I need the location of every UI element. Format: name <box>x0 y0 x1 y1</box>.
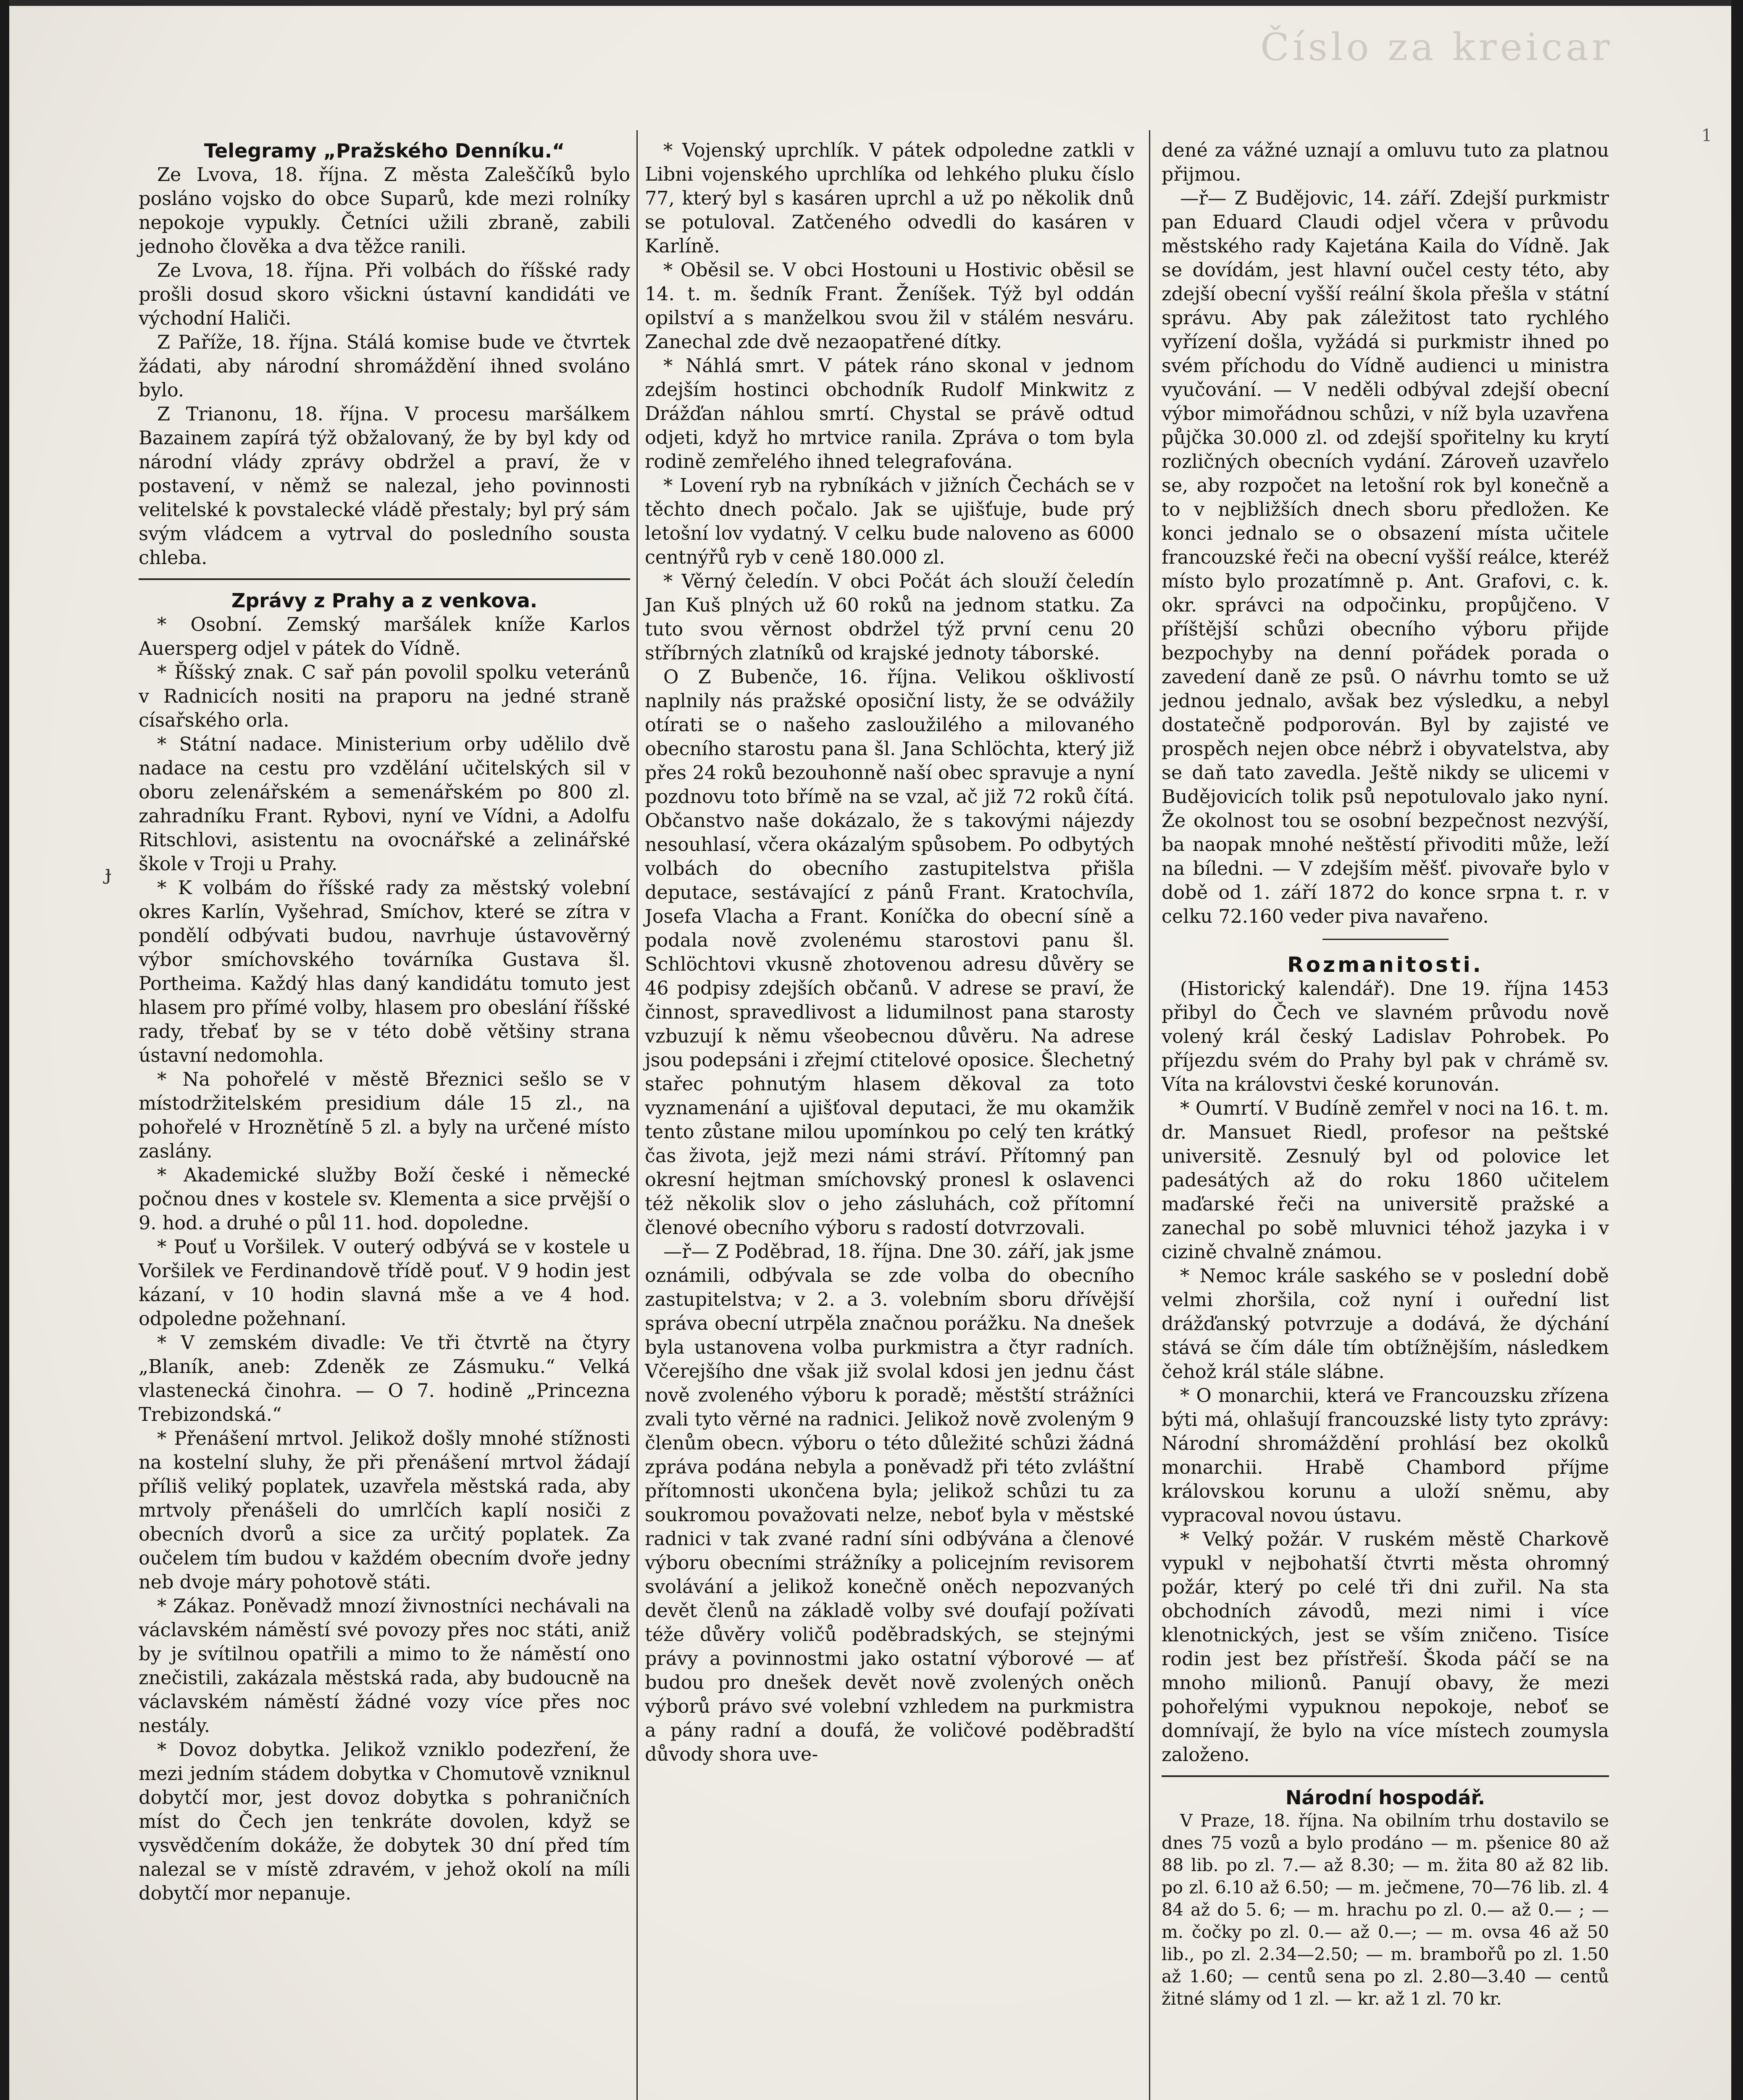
news-bubenc: O Z Bubenče, 16. října. Velikou ošklivostí naplnily nás pražské oposiční listy, že se odvážily otírati se o našeho zasloužilého a milovaného obecního starostu pana šl. Jana Schlöchta, který již přes 24 roků bezouhonně naší obec spravuje a nyní pozdnovu toto břímě na se vzal, ač již 72 roků čítá. Občanstvo naše dokázalo, že s takovými nájezdy nesouhlasí, včera okázalým spůsobem. Po odbytých volbách do obecního zastupitelstva přišla deputace, sestávající z pánů Frant. Kratochvíla, Josefa Vlacha a Frant. Koníčka do obecní síně a podala nově zvolenému starostovi panu šl. Schlöchtovi vkusně zhotovenou adresu důvěry se 46 podpisy zdejších občanů. V adrese se praví, že činnost, spravedlivost a lidumilnost pana starosty vzbuzují k němu všeobecnou důvěru. Na adrese jsou podepsáni i zřejmí ctitelové oposice. Šlechetný stařec pohnutým hlasem děkoval za toto vyznamenání a ujišťoval deputaci, že mu okamžik tento zůstane milou upomínkou po celý ten krátký čas života, jejž mezi námi stráví. Přítomný pan okresní hejtman smíchovský pronesl k oslavenci též několik slov o jeho zásluhách, což přítomní členové obecního výboru s radostí dotvrzovali. <box>645 667 1134 1239</box>
news-nahla-smrt: * Náhlá smrt. V pátek ráno skonal v jednom zdejším hostinci obchodník Rudolf Minkwitz z Drážďan náhlou smrtí. Chystal se právě odtud odjeti, když ho mrtvice ranila. Zpráva o tom byla rodině zemřelého ihned telegrafována. <box>645 355 1134 472</box>
news-verny-celedin: * Věrný čeledín. V obci Počát ách slouží čeledín Jan Kuš plných už 60 roků na jednom statku. Za tuto svou věrnost obdržel týž první cenu 20 stříbrných zlatníků od krajské jednoty táborské. <box>645 571 1134 664</box>
section-divider <box>139 578 630 580</box>
section-divider-2 <box>1162 1775 1609 1777</box>
news-nemoc-krale: * Nemoc krále saského se v poslední době velmi zhoršila, což nyní i ouřední list drážďanský potvrzuje a dodává, že dýchání stává se čím dále tím obtížnějším, následkem čehož král stále slábne. <box>1162 1265 1609 1383</box>
news-oumrti: * Oumrtí. V Budíně zemřel v noci na 16. t. m. dr. Mansuet Riedl, profesor na peštské universitě. Zesnulý byl od polovice let padesátých až do roku 1860 učitelem maďarské řeči na universitě pražské a zanechal po sobě mluvnici téhož jazyka i v cizině chvalně známou. <box>1162 1098 1609 1263</box>
telegrams-heading: Telegramy „Pražského Denníku.“ <box>204 139 565 162</box>
news-statni-nadace: * Státní nadace. Ministerium orby udělilo dvě nadace na cestu pro vzdělání učitelských sil v oboru zelenářském a semenářském po 800 zl. zahradníku Frant. Rybovi, nyní ve Vídni, a Adolfu Ritschlovi, asistentu na ovocnářské a zelinářské škole v Troji u Prahy. <box>139 734 630 875</box>
news-pohorele: * Na pohořelé v městě Březnici sešlo se v místodržitelském presidium dále 15 zl., na pohořelé v Hroznětíně 5 zl. a byly na určené místo zaslány. <box>139 1069 630 1162</box>
column-3 <box>1162 139 1609 2010</box>
page-mark: 1 <box>1701 126 1712 145</box>
market-report: V Praze, 18. října. Na obilním trhu dostavilo se dnes 75 vozů a bylo prodáno — m. pšenice 80 až 88 lib. po zl. 7.— až 8.30; — m. žita 80 až 82 lib. po zl. 6.10 až 6.50; — m. ječmene, 70—76 lib. zl. 4 84 až do 5. 6; — m. hrachu po zl. 0.— až 0.— ; — m. čočky po zl. 0.— až 0.—; — m. ovsa 46 až 50 lib., po zl. 2.34—2.50; — m. brambořů po zl. 1.50 až 1.60; — centů sena po zl. 2.80—3.40 — centů žitné slámy od 1 zl. — kr. až 1 zl. 70 kr. <box>1162 1811 1609 2009</box>
column-rule-1 <box>636 130 638 2100</box>
miscellany-heading: Rozmanitosti. <box>1287 953 1483 977</box>
scan-edge-right <box>1731 0 1743 2100</box>
telegram-trianon: Z Trianonu, 18. října. V procesu maršálkem Bazainem zapírá týž obžalovaný, že by byl kdy od národní vlády zprávy obdržel a praví, že v postavení, v němž se nalezal, jeho povinnosti velitelské k povstalecké vládě přestaly; byl prý sám svým vládcem a vytrval do posledního sousta chleba. <box>139 404 630 569</box>
bleed-through-text: Číslo za kreicar <box>1260 25 1613 69</box>
scan-edge-left <box>0 0 9 2100</box>
news-pout: * Pouť u Voršilek. V outerý odbývá se v kostele u Voršilek ve Ferdinandově třídě pouť. V 9 hodin jest kázaní, v 10 hodin slavná mše a ve 4 hod. odpoledne požehnaní. <box>139 1236 630 1330</box>
telegram-lvov-1: Ze Lvova, 18. října. Z města Zaleščíků bylo posláno vojsko do obce Suparů, kde mezi rolníky nepokoje vypukly. Četníci užili zbraně, zabili jednoho člověka a dva těžce ranili. <box>139 164 630 257</box>
news-podebrady: —ř— Z Poděbrad, 18. října. Dne 30. září, jak jsme oznámili, odbývala se zde volba do obecního zastupitelstva; v 2. a 3. volebním sboru dřívější správa obecní utrpěla značnou porážku. Na dnešek byla ustanovena volba purkmistra a čtyr radních. Včerejšího dne však již svolal kdosi jen jednu část nově zvoleného výboru k poradě; městští strážníci zvali tyto věrné na radnici. Jelikož nově zvoleným 9 členům obecn. výboru o této důležité schůzi žádná zpráva podána nebyla a poněvadž při této zvláštní přítomnosti ukončena byla; jelikož schůzi tu za soukromou považovati nelze, neboť byla v městské radnici v tak zvané radní síni odbývána a členové výboru obecními strážníky a policejním revisorem svolávání a jelikož konečně oněch nepozvaných devět členů na základě volby své doufají požívati téže důvěry voličů poděbradských, se stejnými právy a povinnostmi jako ostatní výborové — ať budou pro dnešek devět nově zvolených oněch výborů právo své volební vzhledem na purkmistra a pány radní a doufá, že voličové poděbradští důvody shora uve- <box>645 1241 1134 1765</box>
news-monarchie: * O monarchii, která ve Francouzsku zřízena býti má, ohlašují francouzské listy tyto zprávy: Národní shromáždění prohlásí bez okolků monarchii. Hrabě Chambord příjme královskou korunu a uloží sněmu, aby vypracoval novou ústavu. <box>1162 1385 1609 1526</box>
news-risky-znak: * Říšský znak. C sař pán povolil spolku veteránů v Radnicích nositi na praporu na jedné straně císařského orla. <box>139 662 630 731</box>
margin-mark: ɟ <box>105 861 112 885</box>
column-rule-2 <box>1149 130 1150 2100</box>
scan-edge-top <box>0 0 1743 6</box>
news-volby: * K volbám do říšské rady za městský volební okres Karlín, Vyšehrad, Smíchov, které se zítra v pondělí odbývati budou, navrhuje ústavověrný výbor smíchovského továrníka Gustava šl. Portheima. Každý hlas daný kandidátu tomuto jest hlasem pro přímé volby, hlasem pro obeslání říšské rady, třebať by se v této době většiny strana ústavní nedomohla. <box>139 877 630 1066</box>
news-obesil-se: * Oběsil se. V obci Hostouni u Hostivic oběsil se 14. t. m. šedník Frant. Ženíšek. Týž byl oddán opilství a s manželkou svou žil v stálém nesváru. Zanechal zde dvě nezaopatřené dítky. <box>645 260 1134 353</box>
local-news-heading: Zprávy z Prahy a z venkova. <box>231 589 538 612</box>
column-2 <box>645 139 1134 1767</box>
economy-heading: Národní hospodář. <box>1285 1786 1485 1809</box>
news-budejovice: —ř— Z Budějovic, 14. září. Zdejší purkmistr pan Eduard Claudi odjel včera v průvodu městského rady Kajetána Kaila do Vídně. Jak se dovídám, jest hlavní oučel cesty této, aby zdejší obecní vyšší reální škola přešla v státní správu. Aby pak záležitost tato rychlého vyřízení došla, vyžádá si purkmistr ihned po svém příchodu do Vídně audienci u ministra vyučování. — V neděli odbýval zdejší obecní výbor mimořádnou schůzi, v níž byla uzavřena půjčka 30.000 zl. od zdejší spořitelny ku krytí rozličných obecních vydání. Zároveň uzavřelo se, aby rozpočet na letošní rok byl konečně a to v nejbližších dnech sboru předložen. Ke konci jednalo se o obsazení místa učitele francouzské řeči na obecní vyšší reálce, kteréž místo bylo prozatímně p. Ant. Grafovi, c. k. okr. správci na odpočinku, propůjčeno. V příštější schůzi obecního výboru přijde bezpochyby na denní pořádek porada o zavedení daně ze psů. O návrhu tomto se už jednou jednalo, avšak bez výsledku, a nebyl dostatečně podporován. Byl by zajisté ve prospěch nejen obce nébrž i obyvatelstva, aby se daň tato zavedla. Ještě nikdy se ulicemi v Budějovicích tolik psů nepotulovalo jako nyní. Že okolnost tou se osobní bezpečnost nezvýší, ba naopak mnohé neštěstí přivoditi může, leží na bíledni. — V zdejším měšť. pivovaře bylo v době od 1. září 1872 do konce srpna t. r. v celku 72.160 veder piva navařeno. <box>1162 188 1609 927</box>
short-divider <box>1322 939 1449 940</box>
news-podebrady-cont: dené za vážné uznají a omluvu tuto za platnou přijmou. <box>1162 140 1609 185</box>
news-velky-pozar: * Velký požár. V ruském městě Charkově vypukl v nejbohatší čtvrti města ohromný požár, který po celé tři dni zuřil. Na sta obchodních závodů, mezi nimi i více klenotnických, jest se vším zničeno. Tisíce rodin jest bez přístřeší. Škoda páčí se na mnoho milionů. Panují obavy, že mezi pohořelými vypuknou nepokoje, neboť se domnívají, že bylo na více místech zoumysla založeno. <box>1162 1529 1609 1766</box>
news-divadlo: * V zemském divadle: Ve tři čtvrtě na čtyry „Blaník, aneb: Zdeněk ze Zásmuku.“ Velká vlastenecká činohra. — O 7. hodině „Princezna Trebizondská.“ <box>139 1332 630 1425</box>
telegram-lvov-2: Ze Lvova, 18. října. Při volbách do říšské rady prošli dosud skoro všickni ústavní kandidáti ve východní Haliči. <box>139 260 630 329</box>
news-sluzby-bozi: * Akademické služby Boží české i německé počnou dnes v kostele sv. Klementa a sice prvější o 9. hod. a druhé o půl 11. hod. dopoledne. <box>139 1165 630 1234</box>
news-osobni: * Osobní. Zemský maršálek kníže Karlos Auersperg odjel v pátek do Vídně. <box>139 614 630 659</box>
news-historicky-kalendar: (Historický kalendář). Dne 19. října 1453 přibyl do Čech ve slavném průvodu nově volený král český Ladislav Pohrobek. Po příjezdu svém do Prahy byl pak v chrámě sv. Víta na královstvi české korunován. <box>1162 978 1609 1095</box>
column-1 <box>139 139 630 1906</box>
news-mrtvoly: * Přenášení mrtvol. Jelikož došly mnohé stížnosti na kostelní sluhy, že při přenášení mrtvol žádají příliš veliký poplatek, uzavřela městská rada, aby mrtvoly přenášeli do umrlčích kaplí nosiči z obecních dvorů a sice za určitý poplatek. Za oučelem tím budou v každém obecním dvoře jedny neb dvoje máry pohotově státi. <box>139 1428 630 1593</box>
news-uprchlik: * Vojenský uprchlík. V pátek odpoledne zatkli v Libni vojenského uprchlíka od lehkého pluku číslo 77, který byl s kasáren uprchl a už po několik dnů se potuloval. Zatčeného odvedli do kasáren v Karlíně. <box>645 140 1134 257</box>
news-dovoz-dobytka: * Dovoz dobytka. Jelikož vzniklo podezření, že mezi jedním stádem dobytka v Chomutově vzniknul dobytčí mor, jest dovoz dobytka s pohraničních míst do Čech jen tenkráte dovolen, když se vysvědčením dokáže, že dobytek 30 dní před tím nalezal se v místě zdravém, v jehož okolí na míli dobytčí mor nepanuje. <box>139 1739 630 1904</box>
news-zakaz: * Zákaz. Poněvadž mnozí živnostníci nechávali na václavském náměstí své povozy přes noc státi, aniž by je svítilnou opatřili a mimo to že náměstí ono znečistili, zakázala městská rada, aby budoucně na václavském náměstí žádné vozy více přes noc nestály. <box>139 1596 630 1737</box>
telegram-paris: Z Paříže, 18. října. Stálá komise bude ve čtvrtek žádati, aby národní shromáždění ihned svoláno bylo. <box>139 332 630 401</box>
news-loveni-ryb: * Lovení ryb na rybníkách v jižních Čechách se v těchto dnech počalo. Jak se ujišťuje, bude prý letošní lov vydatný. V celku bude naloveno as 6000 centnýřů ryb v ceně 180.000 zl. <box>645 475 1134 568</box>
